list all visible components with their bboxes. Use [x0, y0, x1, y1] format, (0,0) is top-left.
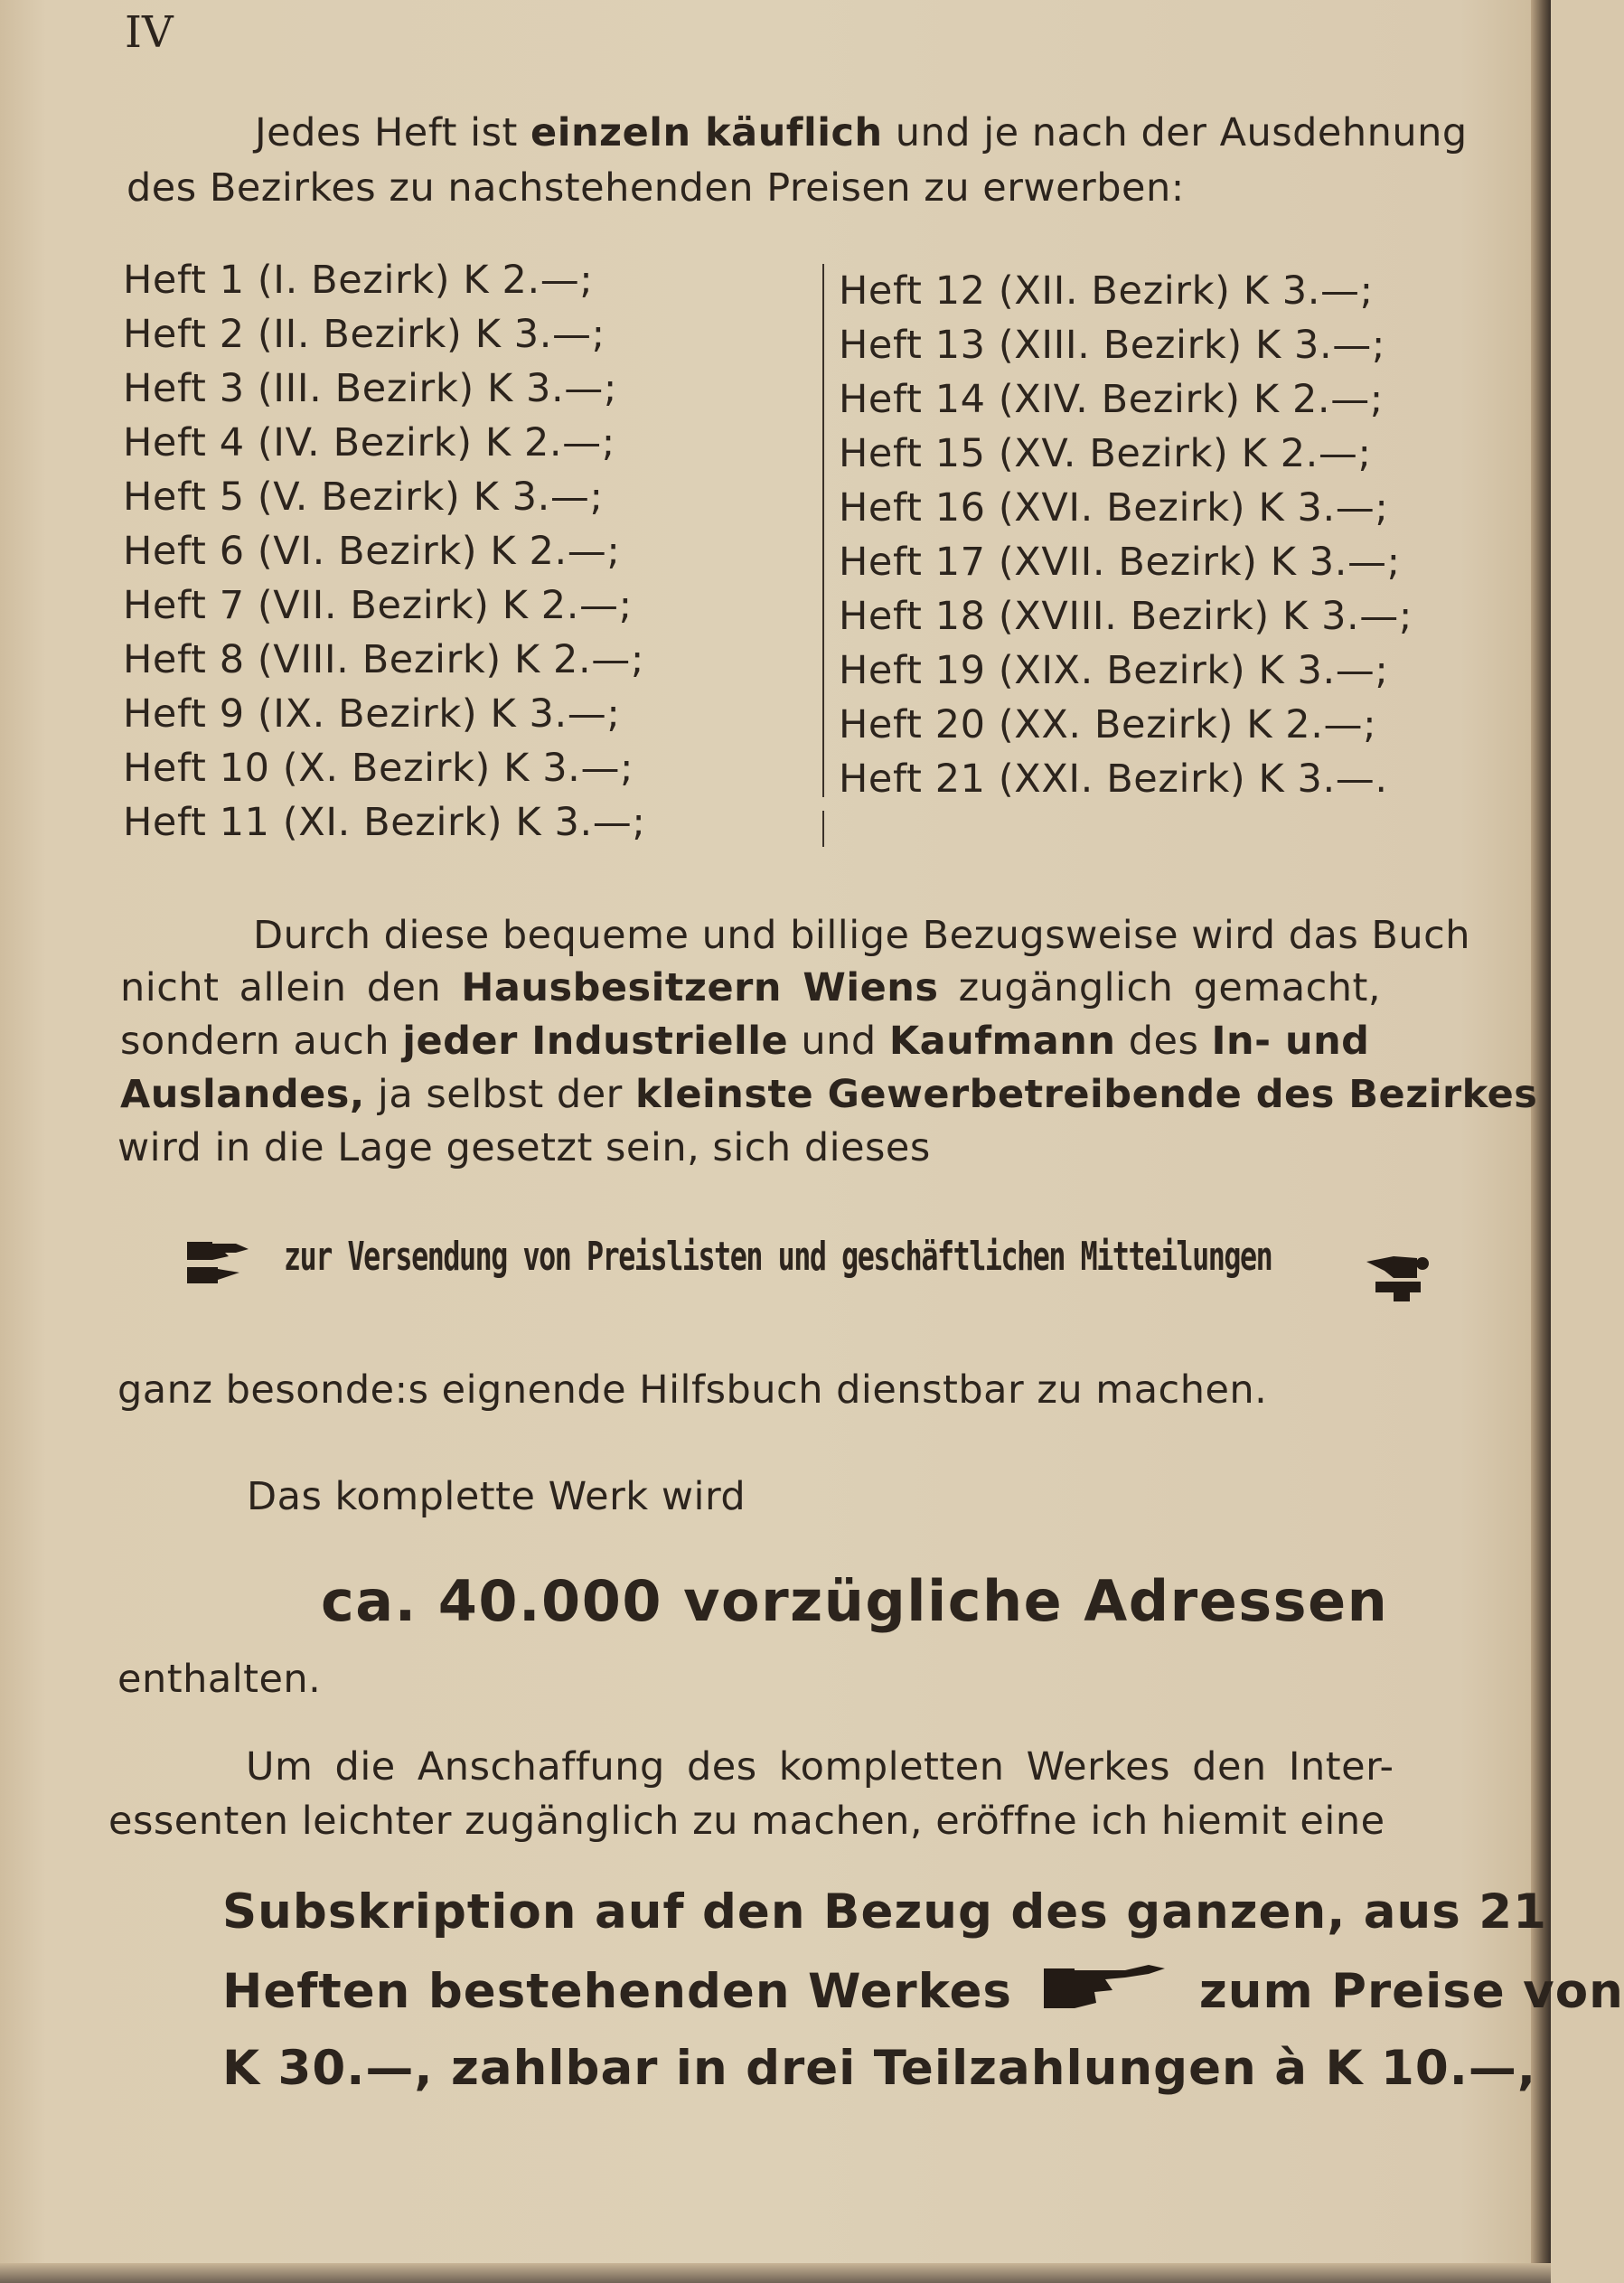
price-list-entry: Heft 14 (XIV. Bezirk) K 2.—; — [839, 377, 1384, 422]
enthalten-line: enthalten. — [117, 1657, 322, 1702]
intro-emphasis: einzeln käuflich — [530, 110, 883, 155]
para2-line-2 — [120, 965, 1381, 1010]
pointing-hand-right-icon — [1042, 1963, 1169, 2025]
price-list-entry: Heft 11 (XI. Bezirk) K 3.—; — [123, 800, 646, 845]
para2-line-4 — [120, 1072, 1537, 1117]
para2-emphasis: jeder Industrielle — [402, 1019, 789, 1064]
price-list-entry: Heft 20 (XX. Bezirk) K 2.—; — [839, 702, 1377, 747]
price-list-entry: Heft 15 (XV. Bezirk) K 2.—; — [839, 431, 1372, 476]
para2-emphasis: kleinste Gewerbetreibende des Bezirkes — [635, 1072, 1538, 1117]
price-list-right — [839, 264, 1413, 806]
para2-line-3 — [120, 1019, 1369, 1064]
para2-text: ja selbst der — [364, 1072, 635, 1117]
pointing-hand-left-icon — [1357, 1251, 1433, 1305]
price-list-entry: Heft 21 (XXI. Bezirk) K 3.—. — [839, 756, 1388, 802]
price-list-entry: Heft 16 (XVI. Bezirk) K 3.—; — [839, 485, 1389, 531]
subscription-text: Heften bestehenden Werkes — [222, 1964, 1012, 2020]
price-list-entry: Heft 9 (IX. Bezirk) K 3.—; — [123, 691, 621, 737]
para3-line: ganz besonde:s eignende Hilfsbuch dienstbar zu machen. — [117, 1367, 1268, 1413]
price-list-entry: Heft 12 (XII. Bezirk) K 3.—; — [839, 268, 1374, 314]
price-list-entry: Heft 7 (VII. Bezirk) K 2.—; — [123, 583, 633, 628]
pointing-hand-right-icon — [185, 1236, 258, 1291]
intro-line-1 — [255, 110, 1468, 155]
subscription-line-3: K 30.—, zahlbar in drei Teilzahlungen à K 10.—, — [222, 2041, 1536, 2096]
para2-text: des — [1115, 1019, 1212, 1064]
headline-addresses: ca. 40.000 vorzügliche Adressen — [321, 1568, 1389, 1634]
price-list-entry: Heft 8 (VIII. Bezirk) K 2.—; — [123, 637, 644, 682]
para2-line-1: Durch diese bequeme und billige Bezugsweise wird das Buch — [253, 913, 1471, 958]
price-list-entry: Heft 13 (XIII. Bezirk) K 3.—; — [839, 323, 1385, 368]
column-divider — [822, 264, 824, 797]
page-bottom-edge — [0, 2263, 1551, 2283]
fraktur-callout: zur Versendung von Preislisten und geschäftlichen Mitteilungen — [284, 1234, 1272, 1280]
para2-line-5: wird in die Lage gesetzt sein, sich dieses — [117, 1125, 931, 1170]
para2-text: nicht allein den — [120, 965, 462, 1010]
para2-emphasis: Kaufmann — [888, 1019, 1116, 1064]
subscription-line-2 — [222, 1963, 1624, 2025]
para4-line-1: Um die Anschaffung des kompletten Werkes den Inter- — [246, 1744, 1394, 1790]
price-list-entry: Heft 17 (XVII. Bezirk) K 3.—; — [839, 540, 1401, 585]
price-list-entry: Heft 1 (I. Bezirk) K 2.—; — [123, 258, 594, 303]
intro-text: Jedes Heft ist — [255, 110, 531, 155]
para2-emphasis: Hausbesitzern Wiens — [461, 965, 939, 1010]
para2-text: und — [788, 1019, 889, 1064]
subscription-text-cont: zum Preise von — [1198, 1964, 1624, 2020]
price-list-left — [123, 253, 645, 850]
para2-text-cont: zugänglich gemacht, — [938, 965, 1381, 1010]
price-list-entry: Heft 18 (XVIII. Bezirk) K 3.—; — [839, 594, 1413, 639]
intro-line-2: des Bezirkes zu nachstehenden Preisen zu erwerben: — [127, 165, 1185, 211]
para2-emphasis: Auslandes, — [120, 1072, 365, 1117]
price-list-entry: Heft 2 (II. Bezirk) K 3.—; — [123, 312, 605, 357]
price-list-entry: Heft 3 (III. Bezirk) K 3.—; — [123, 366, 617, 411]
werk-intro-line: Das komplette Werk wird — [247, 1474, 746, 1519]
price-list-entry: Heft 6 (VI. Bezirk) K 2.—; — [123, 529, 621, 574]
intro-text-cont: und je nach der Ausdehnung — [882, 110, 1468, 155]
column-divider-end — [822, 811, 824, 847]
para2-text: sondern auch — [120, 1019, 403, 1064]
page-number: IV — [125, 7, 174, 58]
book-spine — [1531, 0, 1551, 2283]
price-list-entry: Heft 5 (V. Bezirk) K 3.—; — [123, 474, 604, 520]
price-list-entry: Heft 19 (XIX. Bezirk) K 3.—; — [839, 648, 1389, 693]
subscription-line-1: Subskription auf den Bezug des ganzen, aus 21 — [222, 1884, 1548, 1940]
para4-line-2: essenten leichter zugänglich zu machen, eröffne ich hiemit eine — [108, 1799, 1385, 1844]
para2-emphasis: In- und — [1211, 1019, 1370, 1064]
price-list-entry: Heft 4 (IV. Bezirk) K 2.—; — [123, 420, 615, 465]
price-list-entry: Heft 10 (X. Bezirk) K 3.—; — [123, 746, 634, 791]
